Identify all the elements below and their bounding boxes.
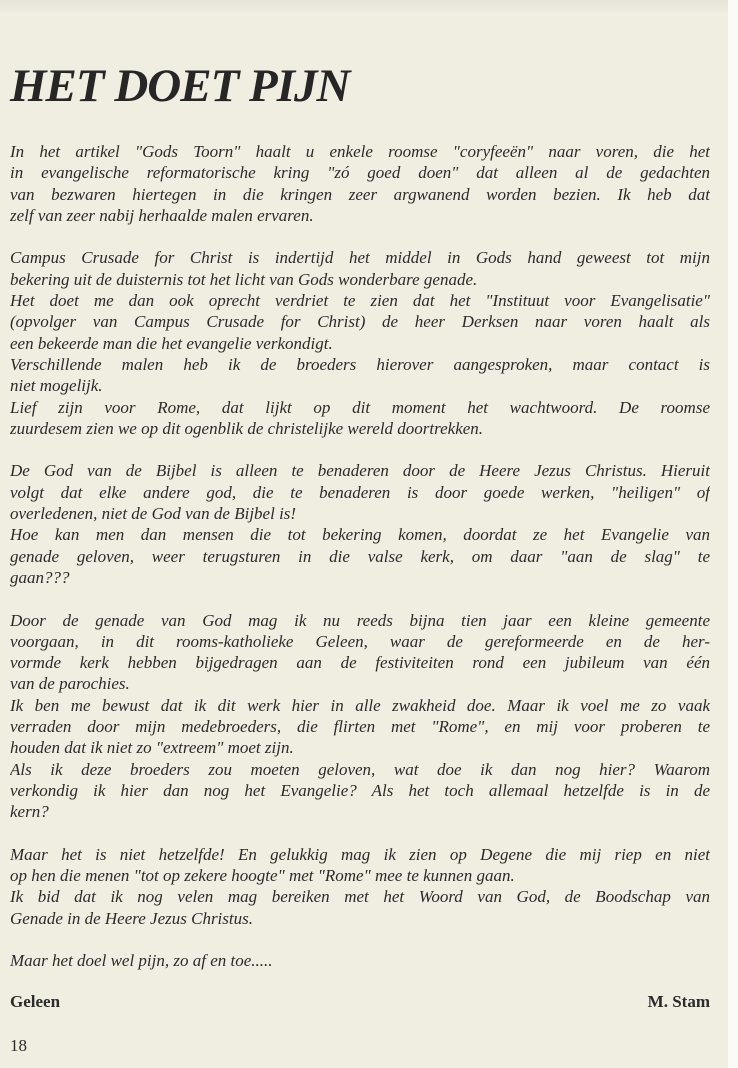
paragraph <box>10 397 710 440</box>
text-line: zuurdesem zien we op dit ogenblik de christelijke wereld doortrekken. <box>10 418 484 438</box>
text-line: een bekeerde man die het evangelie verkondigt. <box>10 333 333 353</box>
paragraph <box>10 950 710 971</box>
paragraph-gap <box>10 929 710 950</box>
text-line: In het artikel "Gods Toorn" haalt u enkele roomse "coryfeeën" naar voren, die het <box>10 142 710 161</box>
text-line: Maar het doel wel pijn, zo af en toe..... <box>10 951 273 971</box>
paragraph-gap <box>10 439 710 460</box>
paragraph <box>10 886 710 929</box>
paragraph-gap <box>10 226 710 247</box>
text-line: bekering uit de duisternis tot het licht van Gods wonderbare genade. <box>10 269 478 289</box>
text-line: Genade in de Heere Jezus Christus. <box>10 908 253 928</box>
text-line: kern? <box>10 802 49 822</box>
scan-right-edge <box>728 0 738 1068</box>
text-line: voorgaan, in dit rooms-katholieke Geleen, waar de gereformeerde en de her- <box>10 631 710 651</box>
text-line: (opvolger van Campus Crusade for Christ) de heer Derksen naar voren haalt als <box>10 312 710 332</box>
signature-author: M. Stam <box>647 992 710 1011</box>
text-line: overledenen, niet de God van de Bijbel is! <box>10 504 297 524</box>
text-line: Campus Crusade for Christ is indertijd het middel in Gods hand geweest tot mijn <box>10 248 710 268</box>
paragraph <box>10 247 710 290</box>
text-line: verkondig ik hier dan nog het Evangelie? Als het toch allemaal hetzelfde is in de <box>10 780 710 800</box>
paragraph-gap <box>10 588 710 609</box>
paragraph <box>10 141 710 226</box>
text-line: verraden door mijn medebroeders, die flirten met "Rome", en mij voor proberen te <box>10 717 710 737</box>
text-line: Maar het is niet hetzelfde! En gelukkig mag ik zien op Degene die mij riep en niet <box>10 844 710 864</box>
text-line: in evangelische reformatorische kring "zó goed doen" dat alleen al de gedachten <box>10 163 710 183</box>
paragraph <box>10 610 710 695</box>
article-body <box>10 141 710 972</box>
article-title: HET DOET PIJN <box>10 60 350 112</box>
paragraph-gap <box>10 823 710 844</box>
text-line: Ik bid dat ik nog velen mag bereiken met het Woord van God, de Boodschap van <box>10 887 710 907</box>
text-line: Het doet me dan ook oprecht verdriet te zien dat het "Instituut voor Evangelisatie" <box>10 291 710 311</box>
text-line: volgt dat elke andere god, die te benaderen is door goede werken, "heiligen" of <box>10 482 710 502</box>
paragraph <box>10 844 710 887</box>
text-line: Door de genade van God mag ik nu reeds bijna tien jaar een kleine gemeente <box>10 610 710 630</box>
paragraph <box>10 354 710 397</box>
paragraph <box>10 290 710 354</box>
text-line: genade geloven, weer terugsturen in die valse kerk, om daar "aan de slag" te <box>10 546 710 566</box>
signature-place: Geleen <box>10 992 61 1011</box>
text-line: op hen die menen "tot op zekere hoogte" met "Rome" mee te kunnen gaan. <box>10 866 515 886</box>
page-number: 18 <box>10 1036 27 1055</box>
text-line: van bezwaren hiertegen in die kringen zeer argwanend worden bezien. Ik heb dat <box>10 184 710 204</box>
paragraph <box>10 524 710 588</box>
text-line: Ik ben me bewust dat ik dit werk hier in alle zwakheid doe. Maar ik voel me zo vaak <box>10 695 710 715</box>
text-line: Hoe kan men dan mensen die tot bekering komen, doordat ze het Evangelie van <box>10 525 710 545</box>
paragraph <box>10 695 710 759</box>
text-line: Lief zijn voor Rome, dat lijkt op dit moment het wachtwoord. De roomse <box>10 397 710 417</box>
text-line: niet mogelijk. <box>10 376 103 396</box>
text-line: van de parochies. <box>10 674 130 694</box>
text-line: houden dat ik niet zo "extreem" moet zijn. <box>10 738 294 758</box>
text-line: Als ik deze broeders zou moeten geloven, wat doe ik dan nog hier? Waarom <box>10 759 710 779</box>
scan-top-shade <box>0 0 738 14</box>
text-line: De God van de Bijbel is alleen te benaderen door de Heere Jezus Christus. Hieruit <box>10 461 710 481</box>
signature-line <box>10 992 710 1012</box>
paragraph <box>10 460 710 524</box>
text-line: vormde kerk hebben bijgedragen aan de festiviteiten rond een jubileum van één <box>10 653 710 673</box>
text-line: gaan??? <box>10 567 70 587</box>
text-line: Verschillende malen heb ik de broeders hierover aangesproken, maar contact is <box>10 354 710 374</box>
paragraph <box>10 759 710 823</box>
text-line: zelf van zeer nabij herhaalde malen ervaren. <box>10 205 314 225</box>
